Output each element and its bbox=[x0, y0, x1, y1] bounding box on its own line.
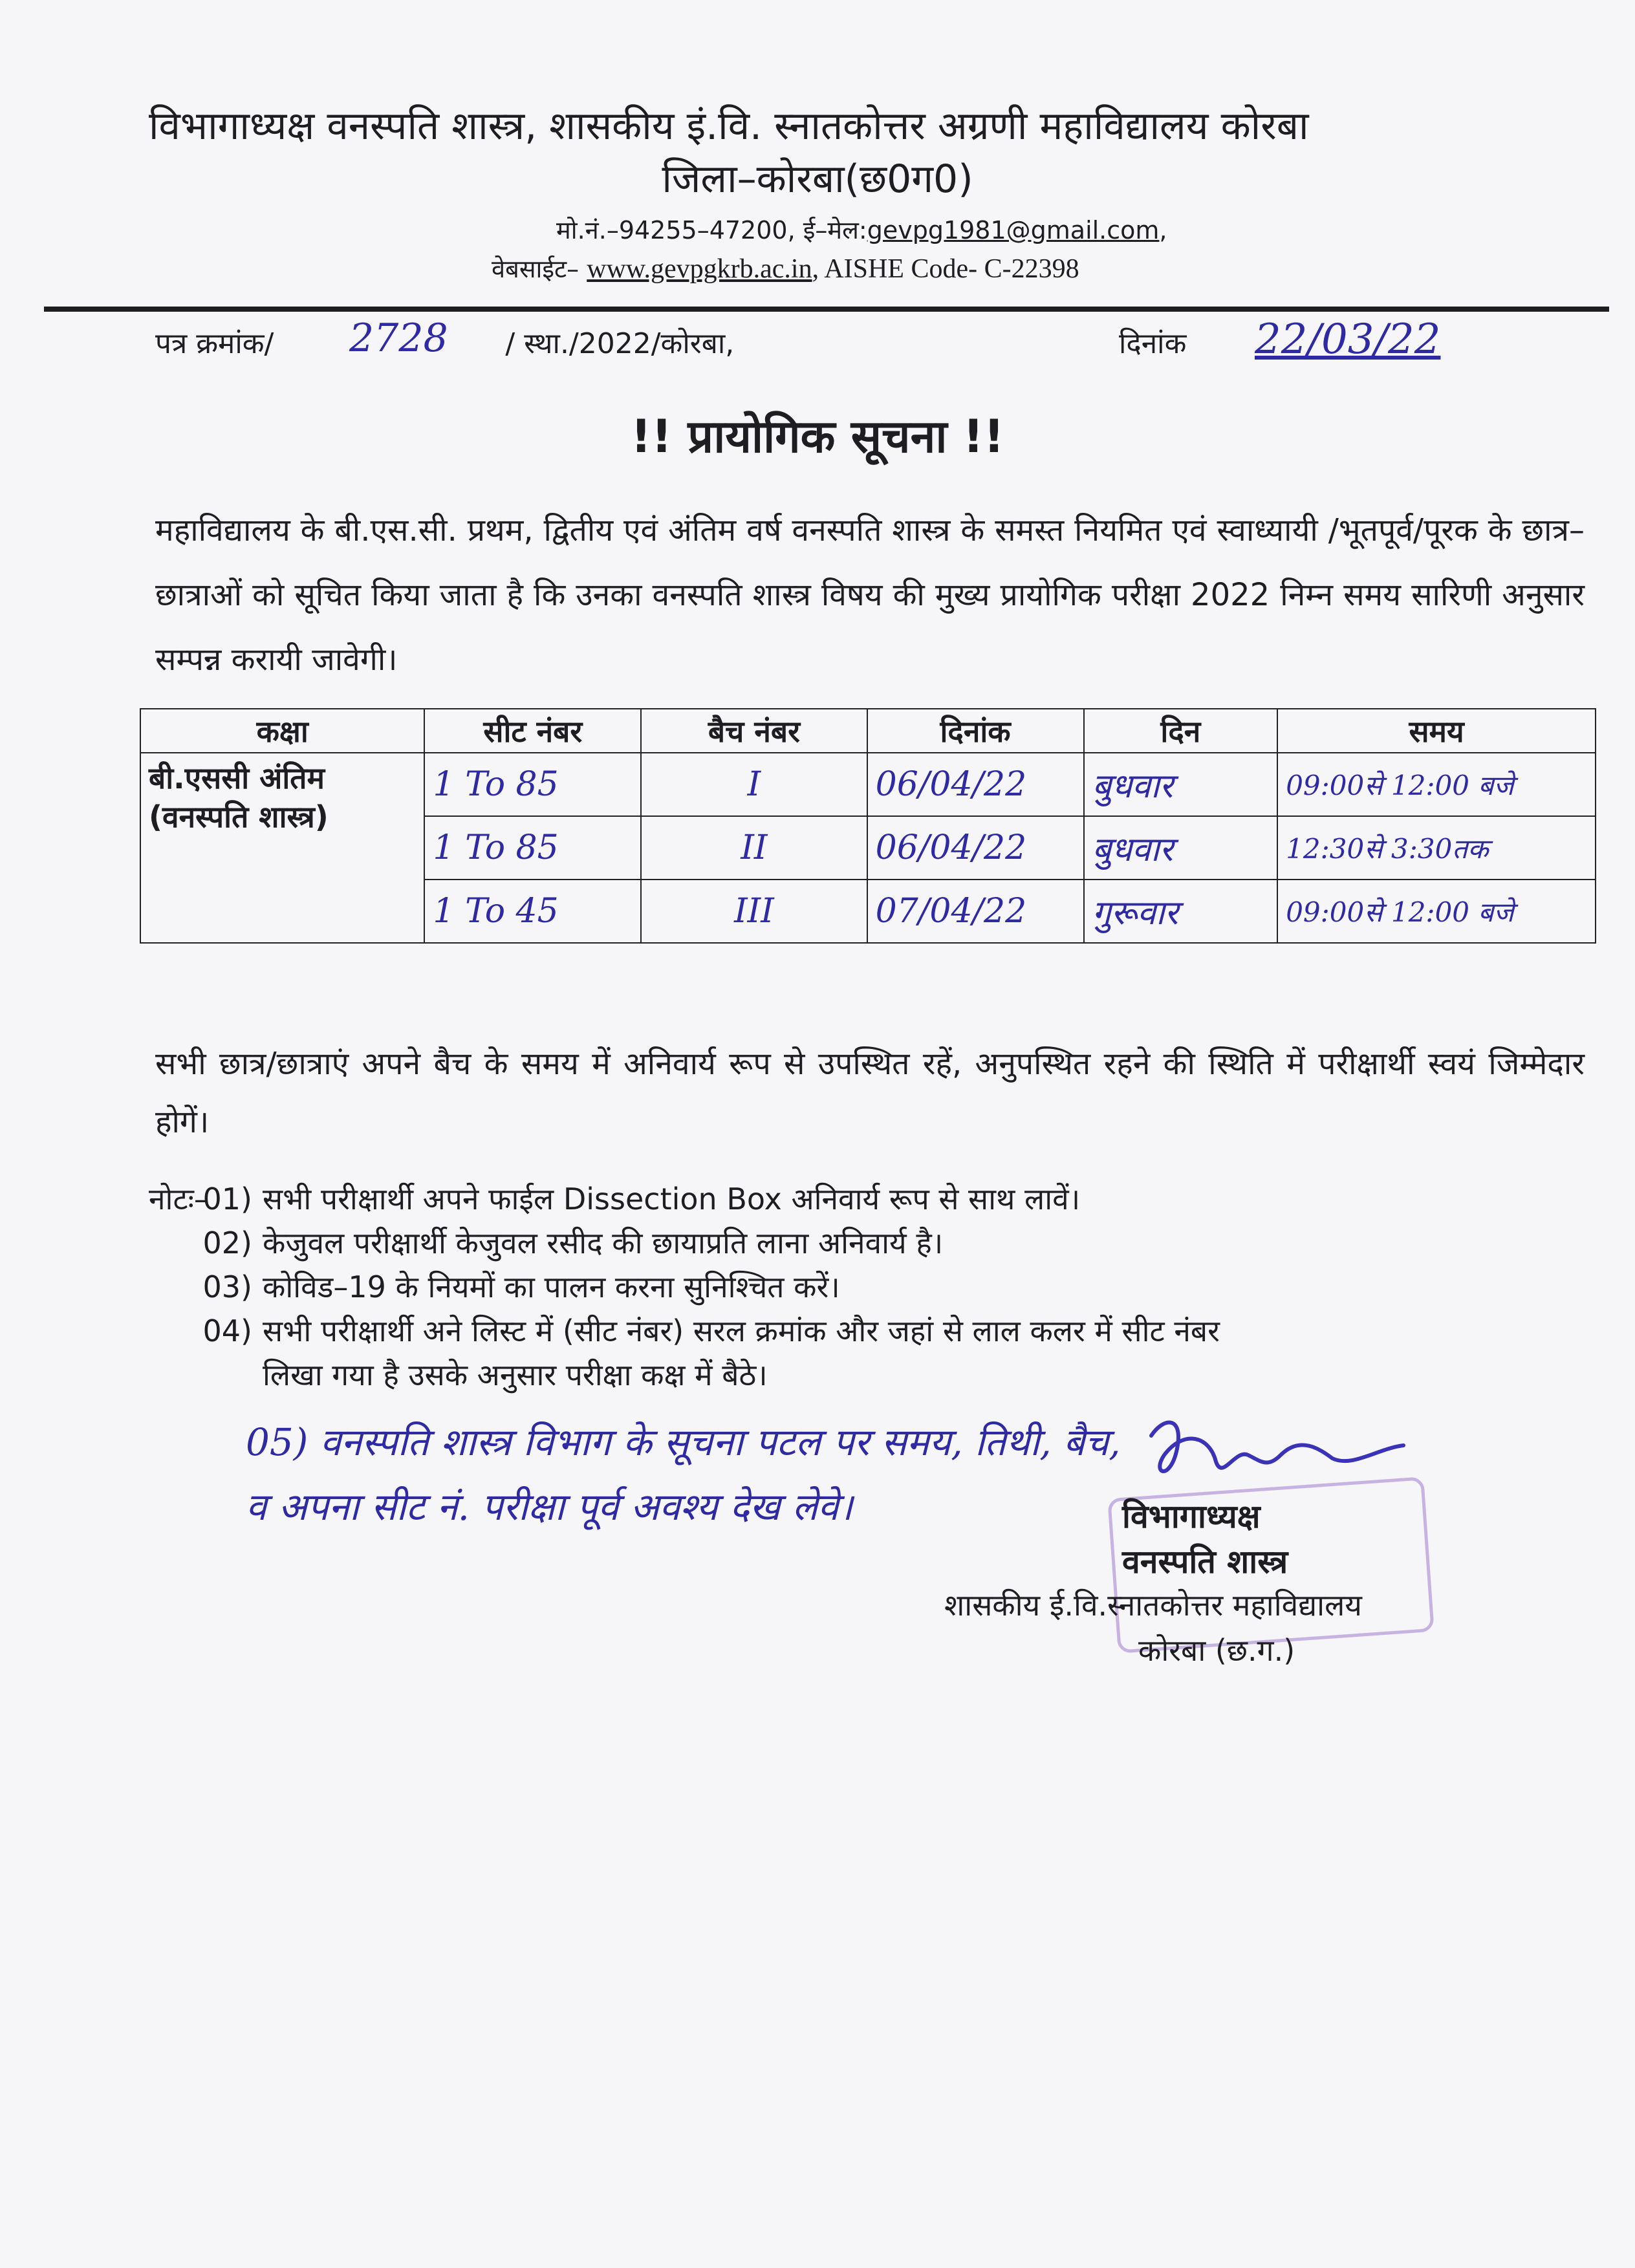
batch-cell: III bbox=[641, 880, 867, 943]
date-cell: 06/04/22 bbox=[867, 753, 1084, 816]
col-batch: बैच नंबर bbox=[641, 709, 867, 753]
class-line1: बी.एससी अंतिम bbox=[149, 761, 325, 795]
signature-scribble bbox=[1138, 1410, 1410, 1500]
date-cell: 07/04/22 bbox=[867, 880, 1084, 943]
signatory-college: शासकीय ई.वि.स्नातकोत्तर महाविद्यालय bbox=[944, 1588, 1362, 1623]
note-text: सभी परीक्षार्थी अने लिस्ट में (सीट नंबर) सरल क्रमांक और जहां से लाल कलर में सीट नंबर bbox=[263, 1313, 1220, 1348]
schedule-table bbox=[140, 708, 1596, 944]
notes-list bbox=[149, 1177, 1591, 1397]
ref-number-handwritten: 2728 bbox=[349, 316, 448, 361]
list-item bbox=[155, 1309, 1591, 1353]
day-cell: बुधवार bbox=[1084, 816, 1278, 880]
note-text: केजुवल परीक्षार्थी केजुवल रसीद की छायाप्रति लाना अनिवार्य है। bbox=[263, 1226, 944, 1260]
list-item bbox=[149, 1177, 1591, 1221]
list-item bbox=[155, 1353, 1591, 1397]
seat-cell: 1 To 45 bbox=[424, 880, 641, 943]
note-text: सभी परीक्षार्थी अपने फाईल Dissection Box अनिवार्य रूप से साथ लावें। bbox=[263, 1182, 1081, 1216]
list-item bbox=[155, 1265, 1591, 1309]
time-cell: 09:00से 12:00 बजे bbox=[1277, 880, 1596, 943]
ref-prefix: पत्र क्रमांक/ bbox=[155, 327, 274, 360]
day-cell: गुरूवार bbox=[1084, 880, 1278, 943]
note-text: लिखा गया है उसके अनुसार परीक्षा कक्ष में बैठे। bbox=[263, 1357, 768, 1392]
seat-cell: 1 To 85 bbox=[424, 816, 641, 880]
note-number: 03) bbox=[202, 1269, 252, 1304]
website-link[interactable]: www.gevpgkrb.ac.in bbox=[587, 254, 812, 284]
seat-cell: 1 To 85 bbox=[424, 753, 641, 816]
col-class: कक्षा bbox=[140, 709, 424, 753]
phone-label: मो.नं.–94255–47200, ई–मेल: bbox=[556, 216, 867, 244]
note-number: 01) bbox=[202, 1182, 252, 1216]
table-row bbox=[140, 753, 1596, 816]
header-institution: विभागाध्यक्ष वनस्पति शास्त्र, शासकीय इं.वि. स्नातकोत्तर अग्रणी महाविद्यालय कोरबा bbox=[149, 103, 1309, 149]
website-label: वेबसाईट– bbox=[492, 255, 587, 283]
note-text: कोविड–19 के नियमों का पालन करना सुनिश्चित करें। bbox=[263, 1269, 840, 1304]
day-cell: बुधवार bbox=[1084, 753, 1278, 816]
date-label: दिनांक bbox=[1119, 327, 1187, 360]
notes-label: नोटः– bbox=[149, 1182, 209, 1216]
class-cell bbox=[140, 753, 424, 943]
class-line2: (वनस्पति शास्त्र) bbox=[149, 799, 329, 834]
ref-suffix: / स्था./2022/कोरबा, bbox=[505, 327, 735, 360]
signatory-place: कोरबा (छ.ग.) bbox=[1138, 1633, 1295, 1668]
instruction-paragraph: सभी छात्र/छात्राएं अपने बैच के समय में अनिवार्य रूप से उपस्थित रहें, अनुपस्थित रहने की स्थिति में परीक्षार्थी स्वयं जिम्मेदार होगें। bbox=[155, 1046, 1585, 1140]
note-number: 02) bbox=[202, 1226, 252, 1260]
date-cell: 06/04/22 bbox=[867, 816, 1084, 880]
signatory-department: वनस्पति शास्त्र bbox=[1122, 1543, 1288, 1581]
col-day: दिन bbox=[1084, 709, 1278, 753]
notice-title: !! प्रायोगिक सूचना !! bbox=[631, 410, 1004, 463]
time-cell: 12:30से 3:30तक bbox=[1277, 816, 1596, 880]
batch-cell: I bbox=[641, 753, 867, 816]
col-time: समय bbox=[1277, 709, 1596, 753]
col-date: दिनांक bbox=[867, 709, 1084, 753]
intro-paragraph: महाविद्यालय के बी.एस.सी. प्रथम, द्वितीय एवं अंतिम वर्ष वनस्पति शास्त्र के समस्त नियमित एवं स्वाध्यायी /भूतपूर्व/पूरक के छात्र–छात्राओं को सूचित किया जाता है कि उनका वनस्पति शास्त्र विषय की मुख्य प्रायोगिक परीक्षा 2022 निम्न समय सारिणी अनुसार सम्पन्न करायी जावेगी। bbox=[155, 512, 1585, 678]
time-cell: 09:00से 12:00 बजे bbox=[1277, 753, 1596, 816]
aishe-code: , AISHE Code- C-22398 bbox=[812, 254, 1079, 284]
header-website bbox=[492, 252, 1079, 286]
list-item bbox=[155, 1221, 1591, 1265]
header-contact bbox=[556, 213, 1167, 247]
email-suffix: , bbox=[1159, 216, 1167, 244]
signatory-title: विभागाध्यक्ष bbox=[1122, 1498, 1261, 1535]
note-number: 04) bbox=[202, 1313, 252, 1348]
email-link[interactable]: gevpg1981@gmail.com bbox=[867, 216, 1160, 244]
handwritten-note: 05) वनस्पति शास्त्र विभाग के सूचना पटल पर समय, तिथी, बैच, व अपना सीट नं. परीक्षा पूर्व अवश्य देख लेवे। bbox=[246, 1420, 1121, 1529]
header-divider bbox=[44, 307, 1609, 312]
batch-cell: II bbox=[641, 816, 867, 880]
col-seat: सीट नंबर bbox=[424, 709, 641, 753]
date-handwritten: 22/03/22 bbox=[1255, 316, 1441, 363]
header-district: जिला–कोरबा(छ0ग0) bbox=[662, 157, 973, 202]
table-header-row bbox=[140, 709, 1596, 753]
